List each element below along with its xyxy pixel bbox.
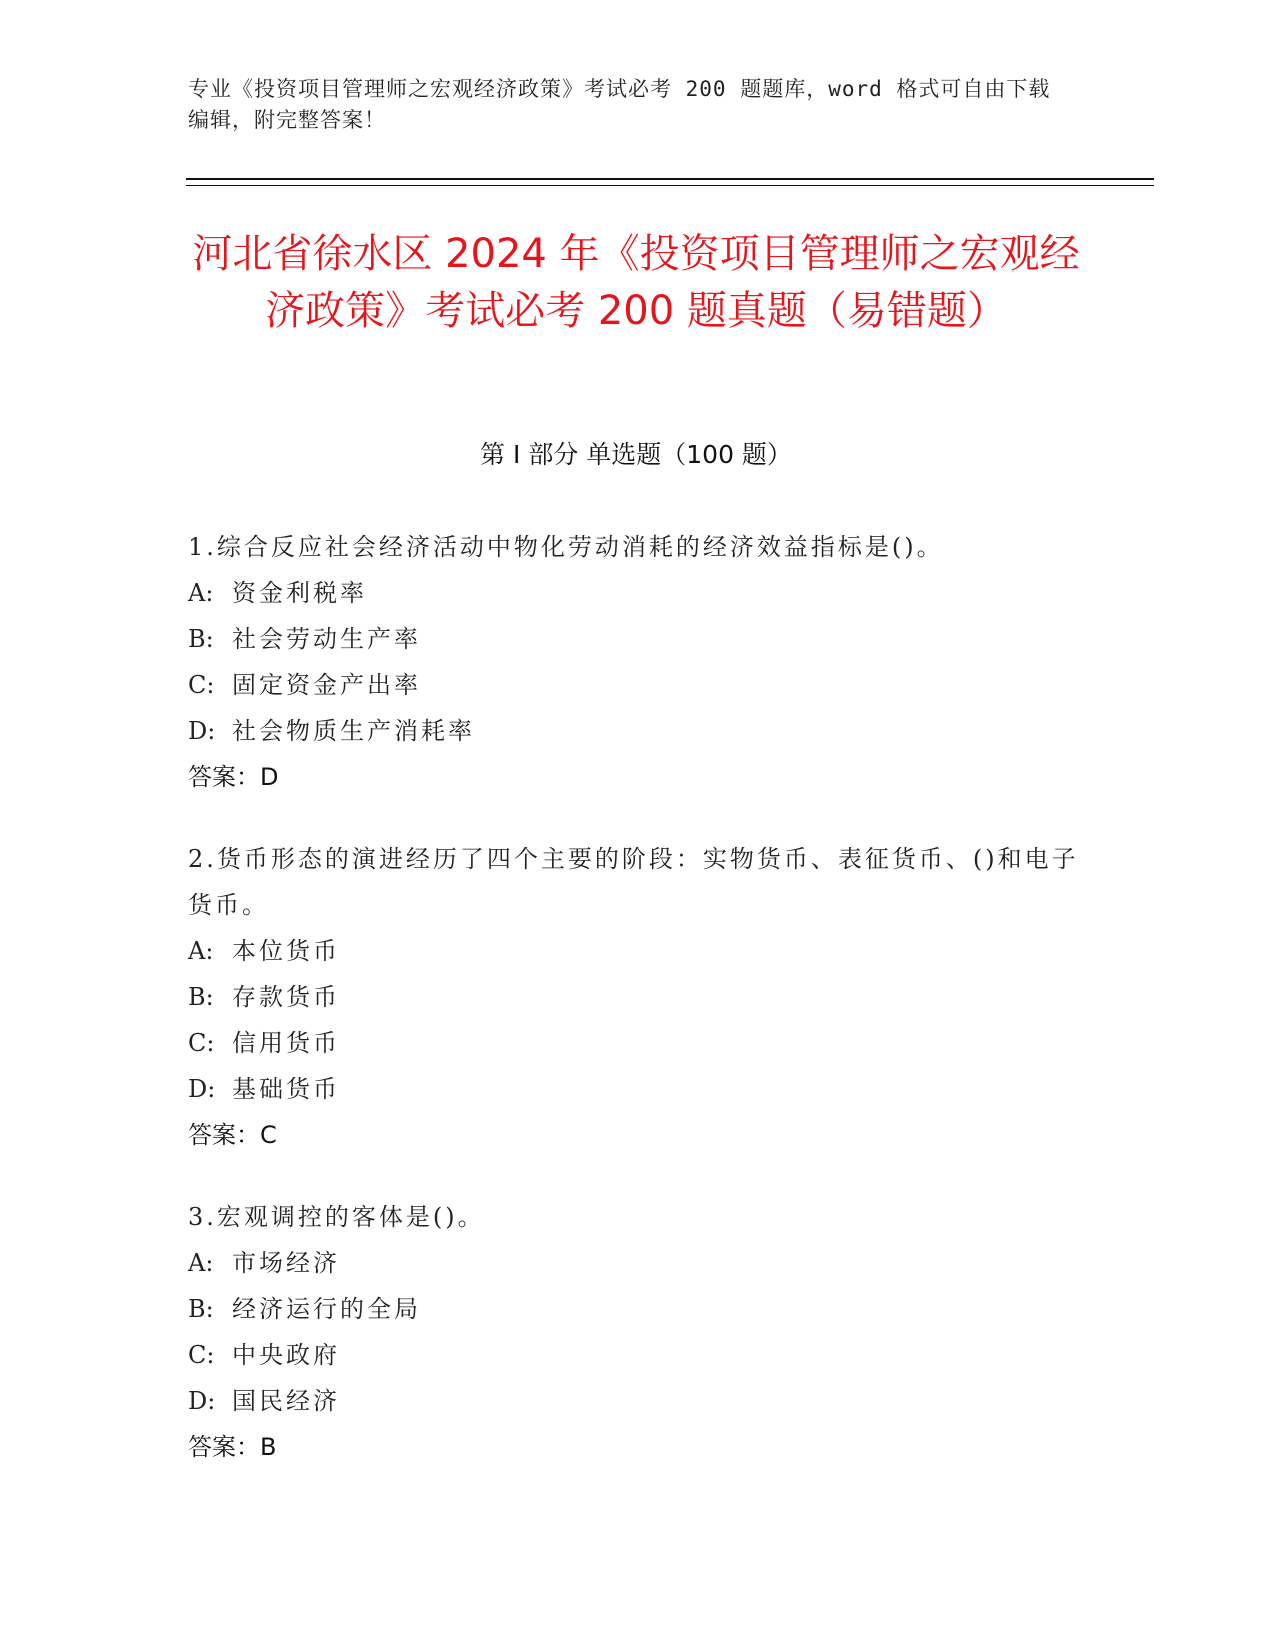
question-3-option-a bbox=[188, 1240, 1088, 1286]
question-2-answer: 答案：C bbox=[188, 1121, 277, 1149]
section-heading: 第 I 部分 单选题（100 题） bbox=[480, 440, 792, 469]
option-text: 社会劳动生产率 bbox=[232, 625, 421, 653]
option-text: 经济运行的全局 bbox=[232, 1295, 421, 1323]
question-1-answer: 答案：D bbox=[188, 763, 279, 791]
option-text: 存款货币 bbox=[232, 983, 340, 1011]
question-2-text: 2.货币形态的演进经历了四个主要的阶段：实物货币、表征货币、()和电子货币。 bbox=[188, 845, 1079, 919]
option-key: C: bbox=[188, 1341, 215, 1369]
option-key: A: bbox=[188, 579, 214, 607]
option-text: 市场经济 bbox=[232, 1249, 340, 1277]
option-key: D: bbox=[188, 1387, 216, 1415]
question-2-option-c bbox=[188, 1020, 1088, 1066]
question-3-option-b bbox=[188, 1286, 1088, 1332]
question-3 bbox=[188, 1194, 1088, 1470]
option-key: D: bbox=[188, 1075, 216, 1103]
option-text: 资金利税率 bbox=[232, 579, 367, 607]
option-key: B: bbox=[188, 625, 214, 653]
question-1-option-a bbox=[188, 570, 1088, 616]
question-1-option-c bbox=[188, 662, 1088, 708]
option-key: A: bbox=[188, 1249, 214, 1277]
question-list bbox=[188, 524, 1088, 1506]
question-1-option-d bbox=[188, 708, 1088, 754]
option-text: 中央政府 bbox=[232, 1341, 340, 1369]
header-rule-thick bbox=[186, 178, 1154, 180]
question-2-option-b bbox=[188, 974, 1088, 1020]
option-text: 社会物质生产消耗率 bbox=[232, 717, 475, 745]
document-title: 河北省徐水区 2024 年《投资项目管理师之宏观经济政策》考试必考 200 题真题（易错题） bbox=[192, 231, 1080, 334]
question-3-text: 3.宏观调控的客体是()。 bbox=[188, 1203, 485, 1231]
question-3-option-c bbox=[188, 1332, 1088, 1378]
option-key: C: bbox=[188, 671, 215, 699]
question-2 bbox=[188, 836, 1088, 1158]
question-1-option-b bbox=[188, 616, 1088, 662]
question-2-option-d bbox=[188, 1066, 1088, 1112]
header-note: 专业《投资项目管理师之宏观经济政策》考试必考 200 题题库，word 格式可自由下载编辑，附完整答案！ bbox=[188, 77, 1051, 132]
question-1 bbox=[188, 524, 1088, 800]
option-text: 本位货币 bbox=[232, 937, 340, 965]
option-key: D: bbox=[188, 717, 216, 745]
option-text: 基础货币 bbox=[232, 1075, 340, 1103]
option-text: 固定资金产出率 bbox=[232, 671, 421, 699]
option-key: B: bbox=[188, 1295, 214, 1323]
option-key: A: bbox=[188, 937, 214, 965]
option-text: 信用货币 bbox=[232, 1029, 340, 1057]
option-key: B: bbox=[188, 983, 214, 1011]
option-text: 国民经济 bbox=[232, 1387, 340, 1415]
question-3-answer: 答案：B bbox=[188, 1433, 277, 1461]
question-1-text: 1.综合反应社会经济活动中物化劳动消耗的经济效益指标是()。 bbox=[188, 533, 944, 561]
question-3-option-d bbox=[188, 1378, 1088, 1424]
option-key: C: bbox=[188, 1029, 215, 1057]
header-rule-thin bbox=[186, 185, 1154, 186]
question-2-option-a bbox=[188, 928, 1088, 974]
